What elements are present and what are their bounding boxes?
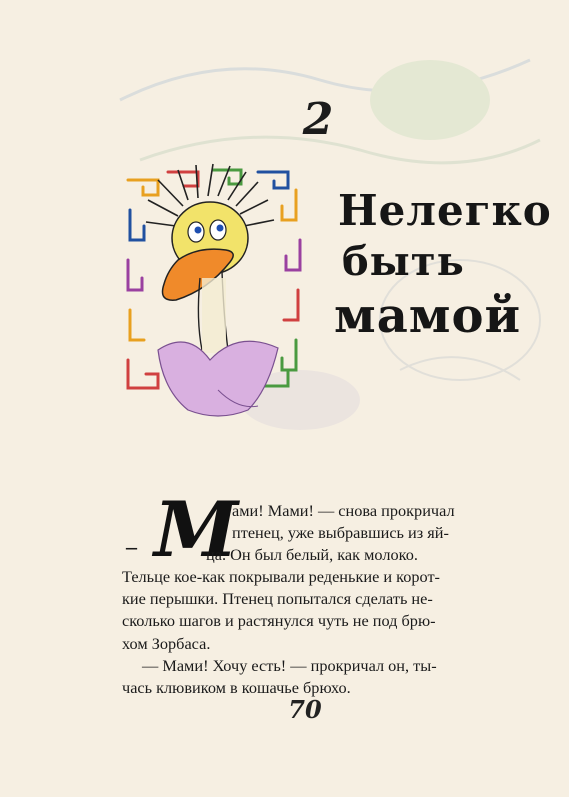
text-line: сколько шагов и растянулся чуть не под брю- <box>122 611 436 631</box>
lead-dash: – <box>126 534 137 559</box>
dropcap-letter: М <box>154 485 239 574</box>
chapter-title <box>330 186 552 350</box>
chapter-title-line-3: мамой <box>334 288 522 344</box>
page-number: 70 <box>288 695 322 724</box>
chapter-title-line-1: Нелегко <box>338 186 552 235</box>
dropcap-line-1: ами! Мами! — снова прокричал <box>232 501 455 520</box>
chick-with-frame-illustration <box>118 160 318 430</box>
dropcap-paragraph-start <box>122 485 468 574</box>
text-line: чась клювиком в кошачье брюхо. <box>122 678 351 698</box>
body-text <box>122 485 468 699</box>
text-line: Тельце кое-как покрывали реденькие и корот- <box>122 567 440 586</box>
text-line: кие перышки. Птенец попытался сделать не- <box>122 589 433 609</box>
text-line: хом Зорбаса. <box>122 633 211 653</box>
chapter-number: 2 <box>302 94 334 145</box>
dropcap-line-3: ца. Он был белый, как молоко. <box>206 545 418 564</box>
text-line: — Мами! Хочу есть! — прокричал он, ты- <box>142 655 437 675</box>
chapter-title-line-2: быть <box>342 238 465 285</box>
dropcap-line-2: птенец, уже выбравшись из яй- <box>232 523 449 542</box>
